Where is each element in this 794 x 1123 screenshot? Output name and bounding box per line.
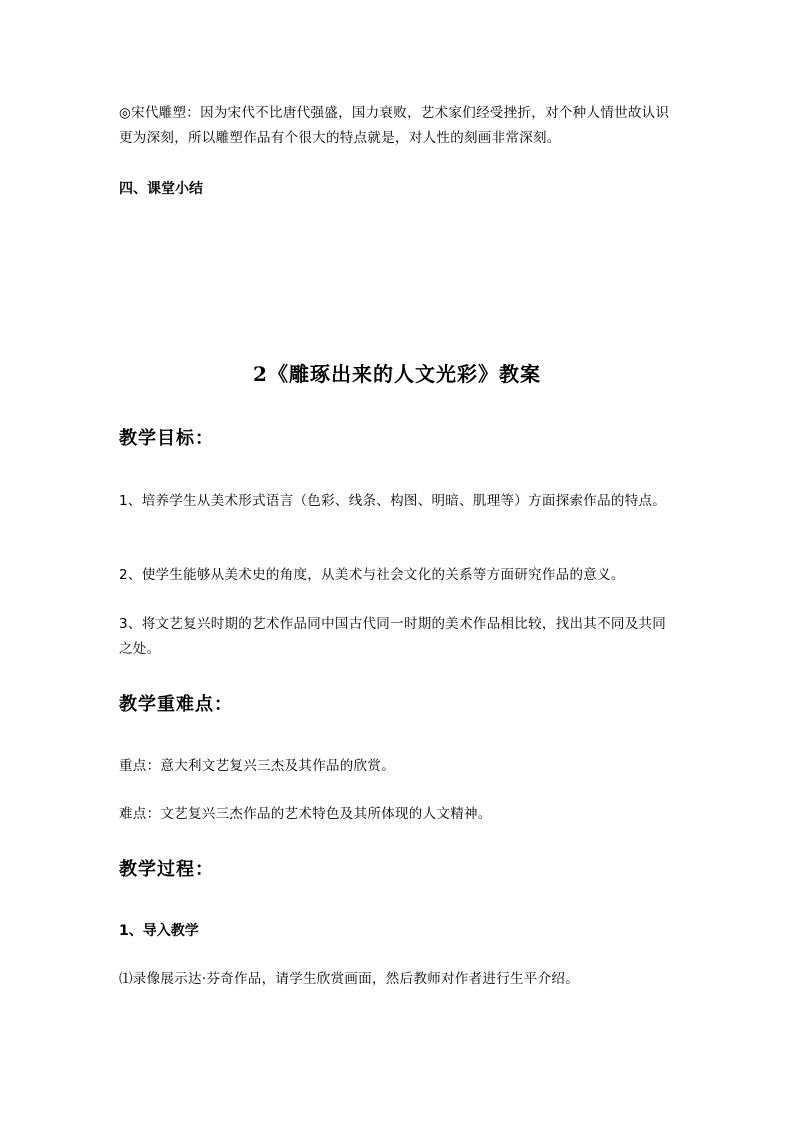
step1-item-1: ⑴录像展示达·芬奇作品，请学生欣赏画面，然后教师对作者进行生平介绍。 — [119, 971, 579, 987]
document-title: 2《雕琢出来的人文光彩》教案 — [253, 362, 541, 386]
process-heading: 教学过程： — [119, 859, 214, 880]
objective-item-1: 1、培养学生从美术形式语言（色彩、线条、构图、明暗、肌理等）方面探索作品的特点。 — [119, 493, 667, 509]
key-point-text: 重点：意大利文艺复兴三杰及其作品的欣赏。 — [119, 758, 395, 774]
step1-heading: 1、导入教学 — [119, 923, 199, 939]
objectives-heading: 教学目标： — [119, 428, 214, 449]
objective-item-3: 3、将文艺复兴时期的艺术作品同中国古代同一时期的美术作品相比较，找出其不同及共同之处。 — [119, 616, 667, 657]
objective-item-2: 2、使学生能够从美术史的角度，从美术与社会文化的关系等方面研究作品的意义。 — [119, 567, 625, 583]
class-summary-heading: 四、课堂小结 — [119, 181, 203, 197]
difficult-point-text: 难点：文艺复兴三杰作品的艺术特色及其所体现的人文精神。 — [119, 806, 492, 822]
key-points-heading: 教学重难点： — [119, 694, 233, 715]
song-sculpture-paragraph: ◎宋代雕塑：因为宋代不比唐代强盛，国力衰败，艺术家们经受挫折，对个种人情世故认识更为深刻，所以雕塑作品有个很大的特点就是，对人性的刻画非常深刻。 — [119, 105, 670, 146]
